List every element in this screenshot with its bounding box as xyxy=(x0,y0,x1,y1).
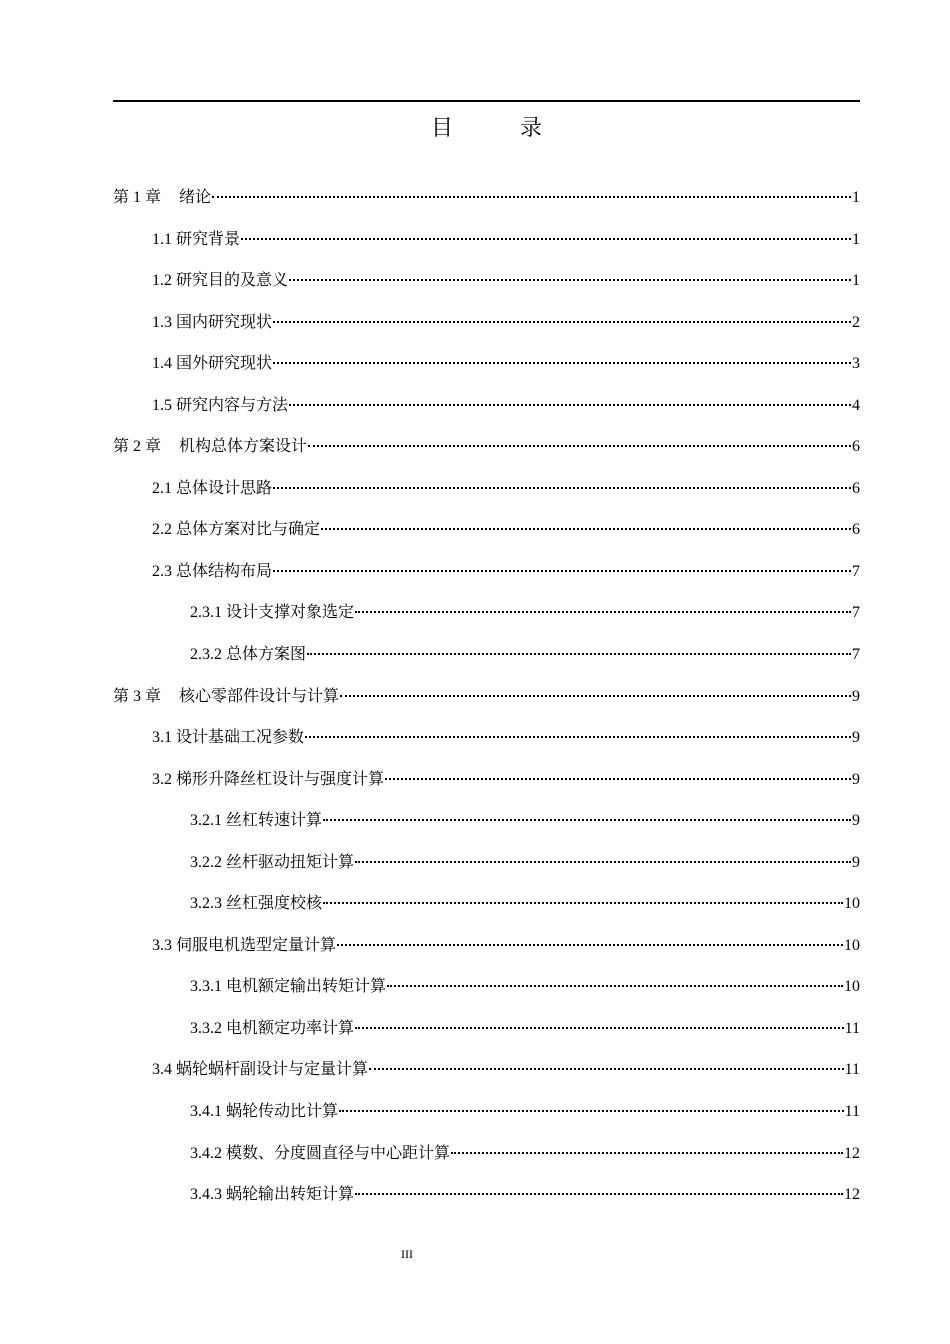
toc-entry-number: 1.5 xyxy=(152,396,172,414)
toc-entry-label xyxy=(152,924,336,967)
toc-entry-text: 总体结构布局 xyxy=(176,560,273,580)
toc-entry-text: 伺服电机选型定量计算 xyxy=(176,934,337,954)
toc-entry-number: 1.3 xyxy=(152,313,172,331)
toc-entry[interactable] xyxy=(113,633,860,675)
toc-entry[interactable] xyxy=(113,841,860,883)
toc-entry-text: 总体方案对比与确定 xyxy=(176,519,321,539)
dot-leader xyxy=(339,1110,844,1112)
toc-entry-page: 9 xyxy=(852,687,860,705)
toc-entry[interactable] xyxy=(113,1173,860,1215)
toc-entry[interactable] xyxy=(113,342,860,384)
dot-leader xyxy=(289,404,851,406)
toc-entry-number: 3.4.1 xyxy=(190,1103,222,1121)
toc-entry-label xyxy=(152,259,288,302)
toc-entry-number: 2.2 xyxy=(152,521,172,539)
dot-leader xyxy=(273,362,851,364)
toc-entry-text: 总体设计思路 xyxy=(176,477,273,497)
toc-entry-page: 11 xyxy=(844,1061,860,1079)
toc-entry-label xyxy=(152,384,288,427)
toc-entry-label xyxy=(113,425,307,468)
toc-entry-text: 设计支撑对象选定 xyxy=(226,602,355,622)
toc-entry[interactable] xyxy=(113,716,860,758)
toc-entry-label xyxy=(190,841,354,884)
toc-entry[interactable] xyxy=(113,218,860,260)
page-title: 目 录 xyxy=(431,116,572,141)
toc-entry-text: 国外研究现状 xyxy=(176,353,273,373)
toc-entry-number: 3.4.2 xyxy=(190,1144,222,1162)
toc-entry-text: 核心零部件设计与计算 xyxy=(179,685,340,705)
toc-entry-page: 7 xyxy=(852,604,860,622)
toc-entry-label xyxy=(190,591,354,634)
toc-entry-number: 2.1 xyxy=(152,479,172,497)
toc-entry[interactable] xyxy=(113,1090,860,1132)
toc-entry-number: 3.1 xyxy=(152,729,172,747)
toc-entry-number: 3.3 xyxy=(152,936,172,954)
toc-entry-label xyxy=(113,675,339,718)
toc-entry-text: 机构总体方案设计 xyxy=(179,436,308,456)
toc-entry-text: 丝杆驱动扭矩计算 xyxy=(226,851,355,871)
toc-entry-page: 1 xyxy=(852,230,860,248)
toc-entry-text: 蜗轮输出转矩计算 xyxy=(226,1184,355,1204)
toc-entry-number: 3.4 xyxy=(152,1061,172,1079)
toc-entry-page: 12 xyxy=(844,1144,860,1162)
dot-leader xyxy=(273,570,851,572)
toc-entry-label xyxy=(190,965,386,1008)
toc-entry-text: 国内研究现状 xyxy=(176,311,273,331)
toc-entry-page: 3 xyxy=(852,355,860,373)
toc-entry-label xyxy=(190,1090,338,1133)
toc-entry-label xyxy=(152,758,384,801)
toc-entry-page: 10 xyxy=(844,895,860,913)
dot-leader xyxy=(273,487,851,489)
toc-entry-number: 1.1 xyxy=(152,230,172,248)
toc-entry[interactable] xyxy=(113,758,860,800)
dot-leader xyxy=(387,985,843,987)
toc-entry-number: 1.2 xyxy=(152,272,172,290)
dot-leader xyxy=(321,528,851,530)
toc-entry-text: 绪论 xyxy=(179,187,212,206)
toc-entry[interactable] xyxy=(113,675,860,717)
table-of-contents xyxy=(113,176,860,1215)
toc-entry-page: 11 xyxy=(844,1103,860,1121)
toc-entry[interactable] xyxy=(113,301,860,343)
dot-leader xyxy=(337,944,843,946)
toc-entry-text: 丝杠转速计算 xyxy=(226,810,323,830)
toc-entry-page: 12 xyxy=(844,1186,860,1204)
toc-entry-page: 11 xyxy=(844,1019,860,1037)
toc-entry-number: 第 2 章 xyxy=(113,438,162,456)
toc-entry[interactable] xyxy=(113,965,860,1007)
toc-entry-page: 9 xyxy=(852,729,860,747)
toc-entry-text: 蜗轮传动比计算 xyxy=(226,1101,339,1121)
toc-entry-text: 蜗轮蜗杆副设计与定量计算 xyxy=(176,1059,369,1079)
dot-leader xyxy=(273,321,851,323)
toc-entry[interactable] xyxy=(113,882,860,924)
dot-leader xyxy=(355,861,851,863)
toc-entry-number: 第 3 章 xyxy=(113,687,162,705)
toc-entry[interactable] xyxy=(113,591,860,633)
toc-entry-label xyxy=(152,342,272,385)
header-rule xyxy=(113,100,860,102)
toc-entry[interactable] xyxy=(113,799,860,841)
toc-entry[interactable] xyxy=(113,425,860,467)
toc-entry-text: 研究目的及意义 xyxy=(176,270,289,290)
toc-entry-label xyxy=(190,1173,354,1216)
toc-entry-number: 2.3 xyxy=(152,562,172,580)
toc-entry[interactable] xyxy=(113,1048,860,1090)
toc-entry-label xyxy=(152,550,272,593)
dot-leader xyxy=(307,653,851,655)
dot-leader xyxy=(355,1193,843,1195)
toc-entry-text: 设计基础工况参数 xyxy=(176,727,305,747)
toc-entry-number: 3.2.1 xyxy=(190,812,222,830)
toc-entry-label xyxy=(152,218,240,261)
toc-entry-page: 2 xyxy=(852,313,860,331)
dot-leader xyxy=(340,695,851,697)
toc-entry-text: 总体方案图 xyxy=(226,644,307,664)
toc-entry[interactable] xyxy=(113,1132,860,1174)
toc-entry-page: 6 xyxy=(852,438,860,456)
toc-entry[interactable] xyxy=(113,384,860,426)
dot-leader xyxy=(308,445,851,447)
dot-leader xyxy=(385,778,851,780)
dot-leader xyxy=(355,1027,844,1029)
toc-entry-label xyxy=(190,882,322,925)
toc-entry-text: 研究内容与方法 xyxy=(176,394,289,414)
toc-entry-page: 10 xyxy=(844,936,860,954)
toc-entry-label xyxy=(190,1132,450,1175)
toc-entry[interactable] xyxy=(113,550,860,592)
toc-entry-number: 2.3.1 xyxy=(190,604,222,622)
toc-entry-page: 7 xyxy=(852,562,860,580)
toc-entry-text: 研究背景 xyxy=(176,228,241,248)
toc-entry[interactable] xyxy=(113,176,860,218)
toc-entry-page: 7 xyxy=(852,646,860,664)
toc-entry[interactable] xyxy=(113,1007,860,1049)
toc-entry-number: 3.3.2 xyxy=(190,1019,222,1037)
toc-entry[interactable] xyxy=(113,924,860,966)
toc-entry-number: 3.2.3 xyxy=(190,895,222,913)
toc-entry-page: 9 xyxy=(852,853,860,871)
toc-entry-label xyxy=(113,176,211,219)
toc-entry-text: 模数、分度圆直径与中心距计算 xyxy=(226,1142,451,1162)
toc-entry-label xyxy=(190,1007,354,1050)
toc-entry-number: 3.2.2 xyxy=(190,853,222,871)
toc-entry-text: 丝杠强度校核 xyxy=(226,893,323,913)
toc-entry[interactable] xyxy=(113,508,860,550)
toc-entry-label xyxy=(190,799,322,842)
dot-leader xyxy=(305,736,851,738)
page-number: III xyxy=(401,1247,413,1261)
toc-entry-page: 9 xyxy=(852,770,860,788)
toc-entry-label xyxy=(190,633,306,676)
toc-entry-label xyxy=(152,467,272,510)
toc-entry[interactable] xyxy=(113,467,860,509)
toc-entry-text: 电机额定输出转矩计算 xyxy=(226,976,387,996)
toc-entry-number: 3.3.1 xyxy=(190,978,222,996)
dot-leader xyxy=(369,1068,844,1070)
toc-entry-number: 3.4.3 xyxy=(190,1186,222,1204)
toc-entry-label xyxy=(152,301,272,344)
toc-entry-page: 4 xyxy=(852,396,860,414)
toc-entry-label xyxy=(152,716,304,759)
toc-entry-page: 9 xyxy=(852,812,860,830)
toc-entry-page: 6 xyxy=(852,479,860,497)
dot-leader xyxy=(241,238,851,240)
toc-entry-text: 电机额定功率计算 xyxy=(226,1017,355,1037)
toc-entry-page: 10 xyxy=(844,978,860,996)
dot-leader xyxy=(289,279,851,281)
toc-entry-page: 6 xyxy=(852,521,860,539)
dot-leader xyxy=(212,196,851,198)
toc-entry-text: 梯形升降丝杠设计与强度计算 xyxy=(176,768,385,788)
dot-leader xyxy=(355,611,851,613)
toc-entry-page: 1 xyxy=(852,272,860,290)
dot-leader xyxy=(323,902,843,904)
toc-entry-number: 2.3.2 xyxy=(190,646,222,664)
toc-entry-number: 1.4 xyxy=(152,355,172,373)
toc-entry[interactable] xyxy=(113,259,860,301)
toc-entry-number: 3.2 xyxy=(152,770,172,788)
toc-entry-label xyxy=(152,1048,368,1091)
toc-entry-label xyxy=(152,508,320,551)
toc-entry-page: 1 xyxy=(852,189,860,206)
dot-leader xyxy=(451,1152,843,1154)
dot-leader xyxy=(323,819,851,821)
toc-entry-number: 第 1 章 xyxy=(113,189,162,206)
